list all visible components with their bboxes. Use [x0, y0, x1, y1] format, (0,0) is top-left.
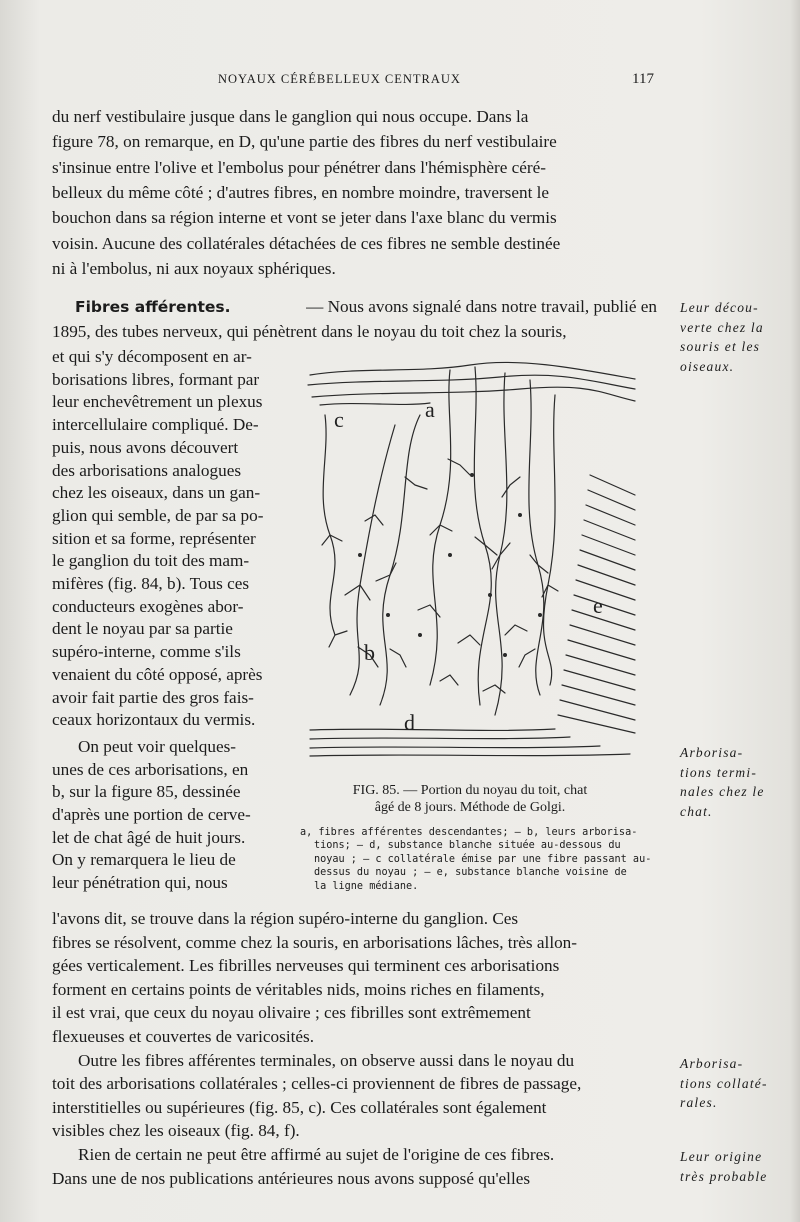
narrow-text-line: On y remarquera le lieu de — [52, 850, 236, 870]
narrow-text-line: dent le noyau par sa partie — [52, 619, 233, 639]
narrow-text-line: leur pénétration qui, nous — [52, 873, 228, 893]
narrow-text-line: puis, nous avons découvert — [52, 437, 239, 457]
margin-note-line: tions collaté- — [680, 1075, 768, 1091]
narrow-text-line: let de chat âgé de huit jours. — [52, 827, 246, 847]
section-line-2: 1895, des tubes nerveux, qui pénètrent dans le noyau du toit chez la souris, — [52, 322, 567, 341]
figure-label-c: c — [334, 407, 344, 432]
margin-note-line: nales chez le — [680, 784, 765, 799]
wide-text-line: l'avons dit, se trouve dans la région supéro-interne du ganglion. Ces — [52, 909, 519, 928]
narrow-text-line: unes de ces arborisations, en — [52, 759, 249, 779]
page-number: 117 — [632, 71, 654, 87]
paragraph-line: figure 78, on remarque, en D, qu'une partie des fibres du nerf vestibulaire — [52, 132, 557, 152]
narrow-text-line: d'après une portion de cerve- — [52, 805, 251, 824]
legend-line: tions; — d, substance blanche située au-dessous du — [314, 840, 621, 852]
margin-note-line: tions termi- — [680, 764, 758, 780]
margin-note-line: Arborisa- — [680, 745, 744, 760]
narrow-text-line: et qui s'y décomposent en ar- — [52, 347, 252, 366]
paragraph-line: voisin. Aucune des collatérales détachées de ces fibres ne semble destinée — [52, 233, 561, 253]
margin-note-line: Arborisa- — [680, 1056, 744, 1071]
margin-note-line: oiseaux. — [680, 358, 735, 374]
figure-label-a: a — [425, 397, 435, 422]
legend-line: noyau ; — c collatérale émise par une fibre passant au- — [314, 853, 652, 865]
paragraph-line: belleux du même côté ; d'autres fibres, en nombre moindre, traversent le — [52, 182, 550, 202]
margin-note-line: très probable — [680, 1168, 768, 1184]
wide-text-line: fibres se résolvent, comme chez la souris, en arborisations lâches, très allon- — [52, 932, 577, 952]
narrow-text-line: sition et sa forme, représenter — [52, 528, 256, 548]
page-header — [0, 72, 800, 94]
paragraph-line: du nerf vestibulaire jusque dans le ganglion qui nous occupe. Dans la — [52, 107, 529, 126]
narrow-text-line: conducteurs exogènes abor- — [52, 596, 244, 616]
margin-note-line: rales. — [680, 1095, 718, 1110]
narrow-text-line: mifères (fig. 84, b). Tous ces — [52, 574, 250, 593]
margin-note-line: Leur origine — [680, 1149, 763, 1164]
margin-note-line: souris et les — [680, 339, 761, 354]
figure-caption-title-1: FIG. 85. — Portion du noyau du toit, chat — [352, 783, 588, 798]
figure-label-e: e — [593, 593, 603, 618]
narrow-text-line: borisations libres, formant par — [52, 369, 260, 389]
figure-label-b: b — [364, 640, 375, 665]
narrow-text-line: b, sur la figure 85, dessinée — [52, 782, 241, 802]
wide-text-line: interstitielles ou supérieures (fig. 85, c). Ces collatérales sont également — [52, 1097, 547, 1117]
wide-text-line: Rien de certain ne peut être affirmé au sujet de l'origine de ces fibres. — [78, 1145, 555, 1164]
wide-text-line: toit des arborisations collatérales ; celles-ci proviennent de fibres de passage, — [52, 1074, 582, 1094]
narrow-text-line: ceaux horizontaux du vermis. — [52, 710, 256, 730]
margin-note-line: verte chez la — [680, 319, 764, 335]
paragraph-line: s'insinue entre l'olive et l'embolus pour pénétrer dans l'hémisphère céré- — [52, 157, 546, 177]
narrow-text-line: glion qui semble, de par sa po- — [52, 505, 264, 525]
narrow-text-line: venaient du côté opposé, après — [52, 664, 263, 684]
legend-line: a, fibres afférentes descendantes; — b, leurs arborisa- — [300, 827, 638, 838]
wide-text-line: gées verticalement. Les fibrilles nerveuses qui terminent ces arborisations — [52, 956, 560, 976]
legend-line: dessus du noyau ; — e, substance blanche voisine de — [314, 867, 627, 879]
wide-text-line: forment en certains points de véritables nids, moins riches en filaments, — [52, 979, 545, 999]
narrow-text-line: supéro-interne, comme s'ils — [52, 642, 241, 662]
narrow-text-line: chez les oiseaux, dans un gan- — [52, 483, 261, 503]
wide-text-line: visibles chez les oiseaux (fig. 84, f). — [52, 1121, 300, 1141]
figure-caption-title-2: âgé de 8 jours. Méthode de Golgi. — [374, 800, 566, 815]
figure-85-drawing — [300, 355, 640, 765]
paragraph-line: ni à l'embolus, ni aux noyaux sphériques. — [52, 258, 336, 278]
narrow-text-line: leur enchevêtrement un plexus — [52, 392, 263, 412]
figure-label-d: d — [404, 710, 415, 735]
margin-note-line: chat. — [680, 803, 713, 819]
legend-line: la ligne médiane. — [314, 880, 419, 892]
paragraph-line: bouchon dans sa région interne et vont se jeter dans l'axe blanc du vermis — [52, 208, 557, 228]
running-title: NOYAUX CÉRÉBELLEUX CENTRAUX — [218, 72, 461, 86]
wide-text-line: il est vrai, que ceux du noyau olivaire ; ces fibrilles sont extrêmement — [52, 1003, 531, 1023]
narrow-text-line: le ganglion du toit des mam- — [52, 551, 250, 571]
golgi-stain-illustration — [300, 355, 640, 765]
wide-text-line: Dans une de nos publications antérieures nous avons supposé qu'elles — [52, 1168, 531, 1188]
wide-text-line: Outre les fibres afférentes terminales, on observe aussi dans le noyau du — [78, 1050, 575, 1070]
wide-text-line: flexueuses et couvertes de varicosités. — [52, 1027, 315, 1046]
margin-note-line: Leur décou- — [680, 300, 759, 315]
narrow-text-line: des arborisations analogues — [52, 460, 242, 480]
section-heading: Fibres afférentes. — [75, 298, 231, 316]
narrow-text-line: On peut voir quelques- — [78, 736, 236, 756]
narrow-text-line: intercellulaire compliqué. De- — [52, 415, 259, 435]
section-second-line — [52, 322, 657, 342]
section-first-line — [75, 297, 657, 317]
narrow-text-line: avoir fait partie des gros fais- — [52, 687, 254, 707]
section-first-line-text: — Nous avons signalé dans notre travail, publié en — [306, 297, 657, 316]
